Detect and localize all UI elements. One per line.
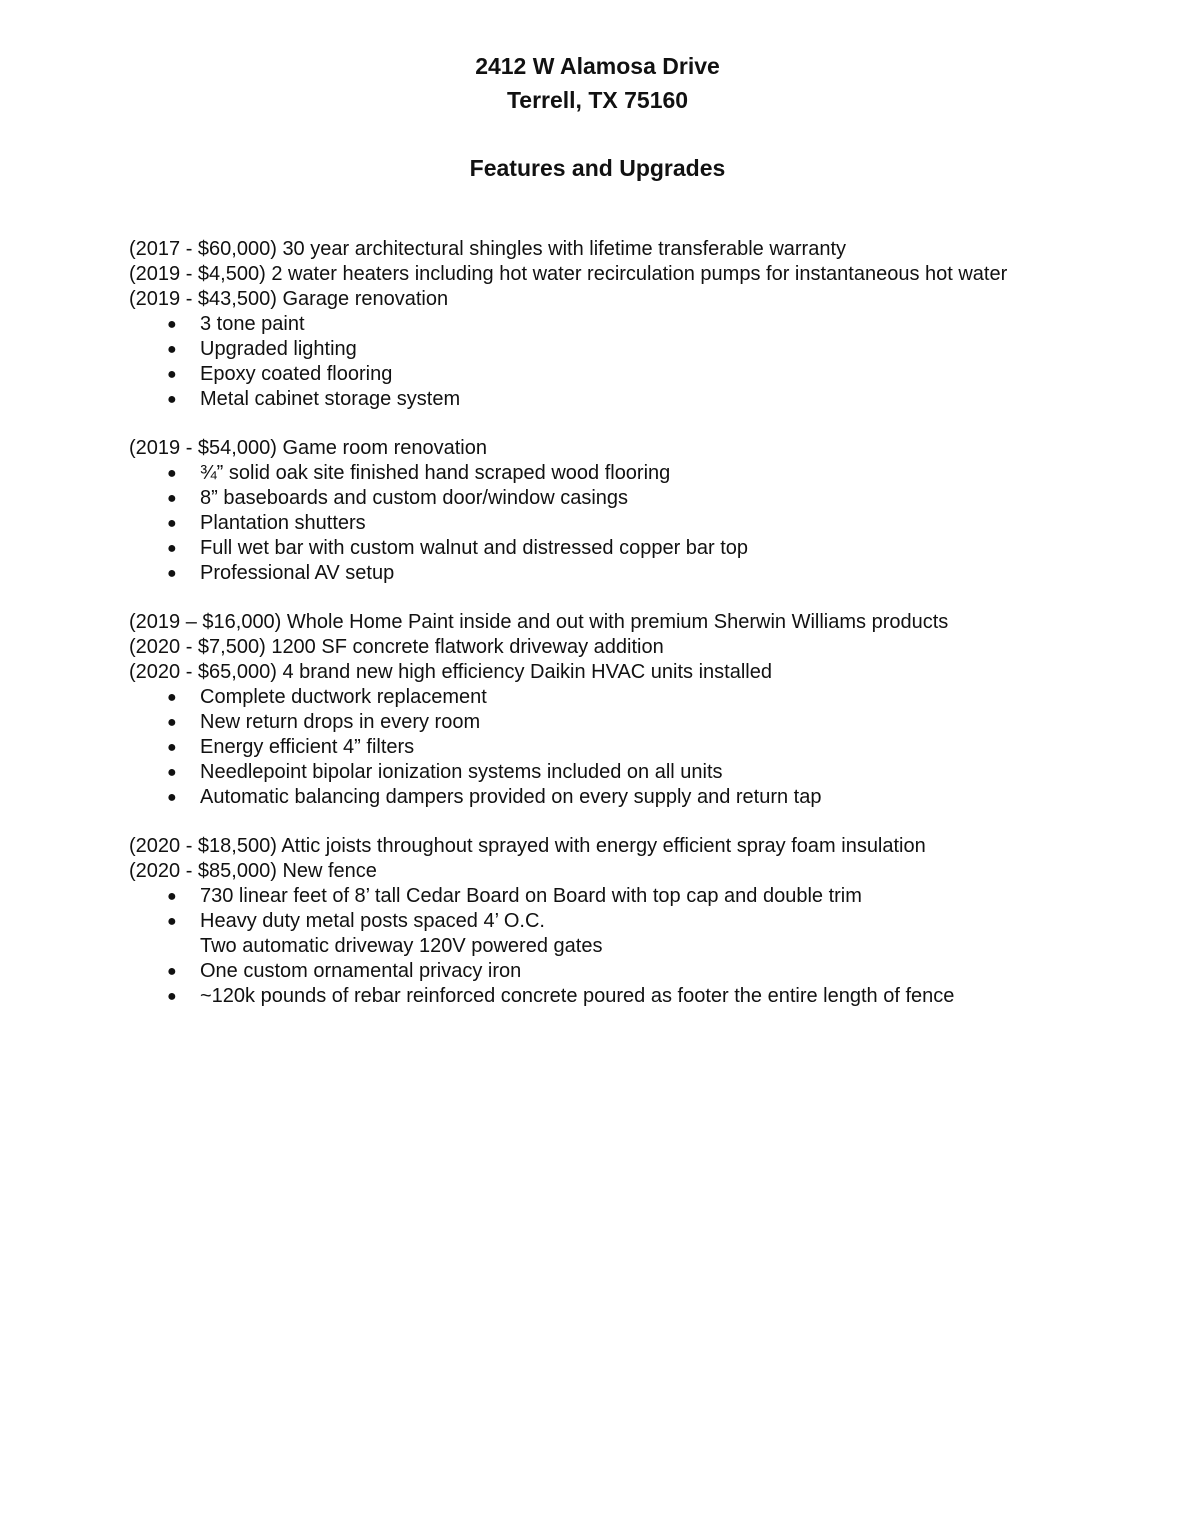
bullet-text: 3 tone paint <box>200 313 305 335</box>
bullet-text: ~120k pounds of rebar reinforced concrete poured as footer the entire length of fence <box>200 985 955 1007</box>
bullet-icon: ● <box>167 341 177 358</box>
address-street: 2412 W Alamosa Drive <box>475 53 720 79</box>
bullet-icon: ● <box>167 689 177 706</box>
upgrade-item: (2020 - $7,500) 1200 SF concrete flatwork driveway addition <box>129 636 664 658</box>
upgrade-item: (2020 - $18,500) Attic joists throughout sprayed with energy efficient spray foam insulation <box>129 835 926 857</box>
bullet-item <box>129 511 1169 536</box>
bullet-item <box>129 362 1169 387</box>
bullet-icon: ● <box>167 540 177 557</box>
bullet-text: Epoxy coated flooring <box>200 363 393 385</box>
address-city: Terrell, TX 75160 <box>506 87 689 113</box>
bullet-icon: ● <box>167 490 177 507</box>
property-address <box>0 49 1195 117</box>
bullet-text: Automatic balancing dampers provided on every supply and return tap <box>200 786 822 808</box>
bullet-item <box>129 461 1169 486</box>
bullet-item <box>129 685 1169 710</box>
bullet-icon: ● <box>167 565 177 582</box>
bullet-icon: ● <box>167 963 177 980</box>
upgrade-item: (2019 – $16,000) Whole Home Paint inside and out with premium Sherwin Williams products <box>129 611 949 633</box>
bullet-text: 8” baseboards and custom door/window casings <box>200 487 629 509</box>
upgrades-list <box>129 237 1169 1009</box>
bullet-icon: ● <box>167 739 177 756</box>
bullet-text: Metal cabinet storage system <box>200 388 461 410</box>
bullet-text: ¾” solid oak site finished hand scraped wood flooring <box>200 462 671 484</box>
bullet-text: Two automatic driveway 120V powered gates <box>200 935 603 957</box>
bullet-text: Full wet bar with custom walnut and distressed copper bar top <box>200 537 749 559</box>
upgrade-item: (2019 - $54,000) Game room renovation <box>129 437 487 459</box>
bullet-icon: ● <box>167 888 177 905</box>
bullet-item <box>129 909 1169 934</box>
section-gap <box>129 810 1169 834</box>
bullet-text: One custom ornamental privacy iron <box>200 960 522 982</box>
bullet-icon: ● <box>167 465 177 482</box>
upgrade-item: (2020 - $85,000) New fence <box>129 860 377 882</box>
bullet-item <box>129 387 1169 412</box>
bullet-item <box>129 312 1169 337</box>
bullet-icon: ● <box>167 714 177 731</box>
bullet-continuation <box>129 934 1169 959</box>
bullet-item <box>129 959 1169 984</box>
section-gap <box>129 412 1169 436</box>
bullet-icon: ● <box>167 316 177 333</box>
bullet-item <box>129 984 1169 1009</box>
bullet-item <box>129 536 1169 561</box>
bullet-text: 730 linear feet of 8’ tall Cedar Board on Board with top cap and double trim <box>200 885 862 907</box>
bullet-icon: ● <box>167 988 177 1005</box>
upgrade-item: (2017 - $60,000) 30 year architectural shingles with lifetime transferable warranty <box>129 238 847 260</box>
bullet-icon: ● <box>167 515 177 532</box>
bullet-text: New return drops in every room <box>200 711 481 733</box>
upgrade-item: (2019 - $43,500) Garage renovation <box>129 288 449 310</box>
bullet-icon: ● <box>167 764 177 781</box>
bullet-text: Upgraded lighting <box>200 338 357 360</box>
bullet-icon: ● <box>167 913 177 930</box>
bullet-text: Complete ductwork replacement <box>200 686 487 708</box>
bullet-item <box>129 760 1169 785</box>
bullet-item <box>129 337 1169 362</box>
upgrade-item: (2019 - $4,500) 2 water heaters including hot water recirculation pumps for instantaneous hot water <box>129 263 1008 285</box>
bullet-icon: ● <box>167 366 177 383</box>
bullet-item <box>129 735 1169 760</box>
bullet-icon: ● <box>167 789 177 806</box>
bullet-text: Plantation shutters <box>200 512 366 534</box>
bullet-item <box>129 710 1169 735</box>
bullet-item <box>129 486 1169 511</box>
bullet-text: Needlepoint bipolar ionization systems included on all units <box>200 761 723 783</box>
section-gap <box>129 586 1169 610</box>
bullet-item <box>129 884 1169 909</box>
bullet-icon: ● <box>167 391 177 408</box>
bullet-text: Professional AV setup <box>200 562 395 584</box>
bullet-text: Energy efficient 4” filters <box>200 736 415 758</box>
bullet-item <box>129 785 1169 810</box>
bullet-item <box>129 561 1169 586</box>
page-title: Features and Upgrades <box>469 155 726 181</box>
bullet-text: Heavy duty metal posts spaced 4’ O.C. <box>200 910 545 932</box>
upgrade-item: (2020 - $65,000) 4 brand new high efficiency Daikin HVAC units installed <box>129 661 772 683</box>
